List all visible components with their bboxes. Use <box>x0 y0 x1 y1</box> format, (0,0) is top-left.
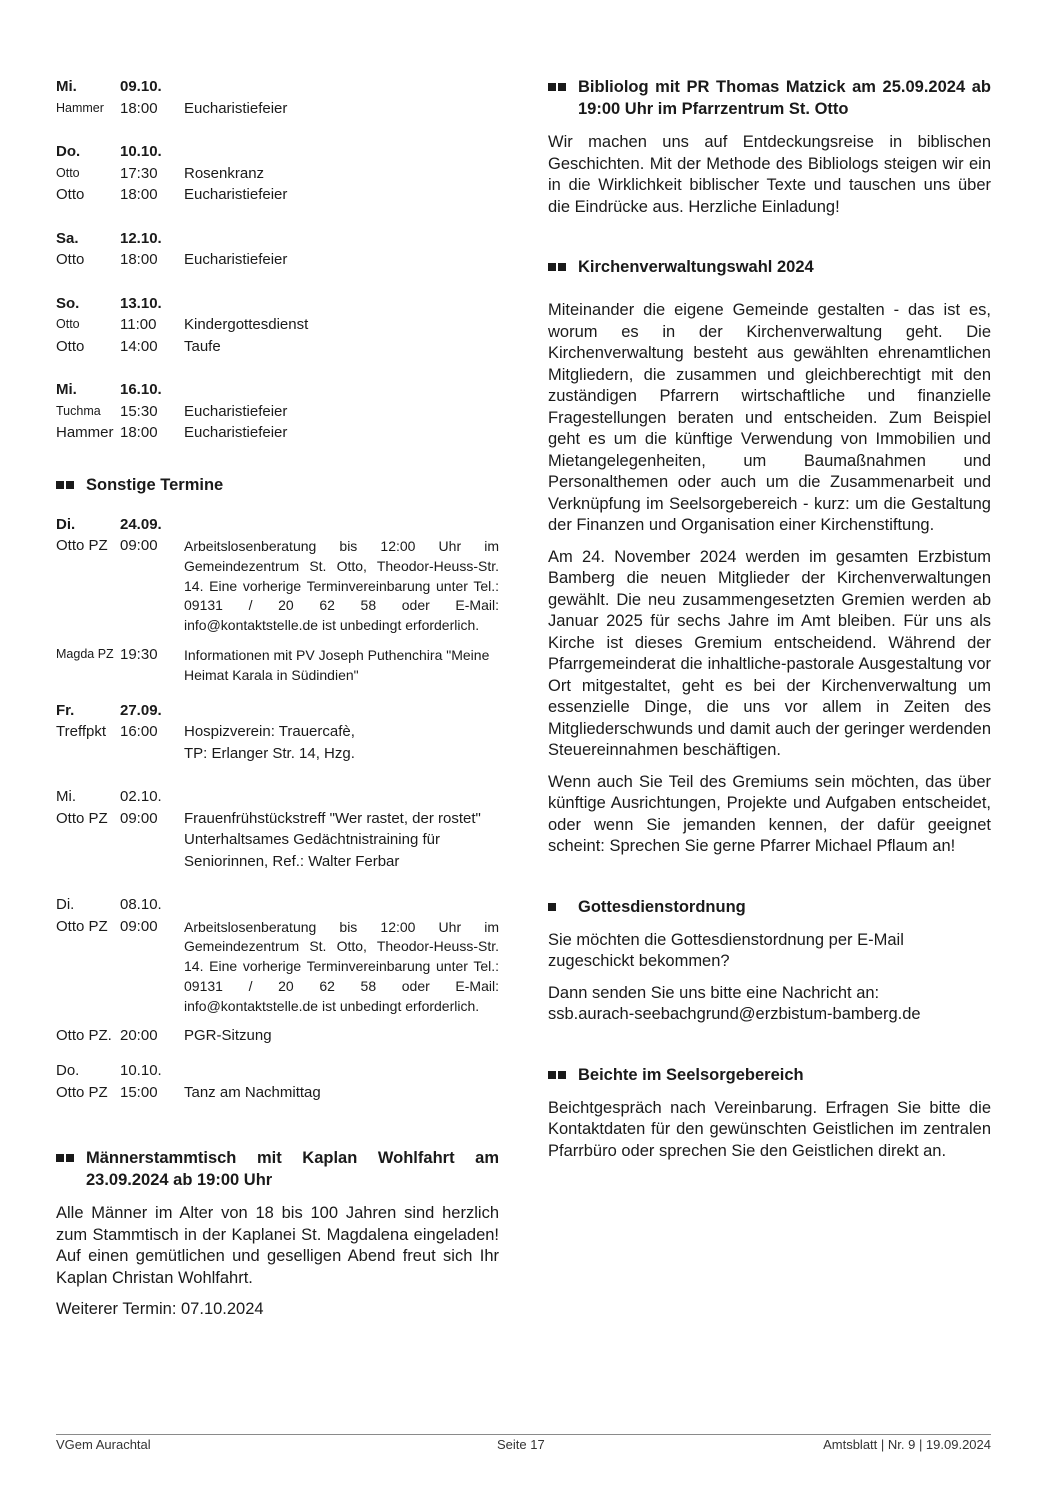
date-label: 09.10. <box>120 78 162 95</box>
time: 16:00 <box>120 723 158 741</box>
time: 17:30 <box>120 164 158 182</box>
location: Otto <box>56 186 85 203</box>
time: 18:00 <box>120 251 158 268</box>
section-heading <box>548 896 991 918</box>
event: Eucharistiefeier <box>184 251 288 268</box>
date-label: 08.10. <box>120 896 162 914</box>
event: Taufe <box>184 337 221 355</box>
day-label: Di. <box>56 515 76 533</box>
schedule-day <box>56 141 499 206</box>
date-label: 10.10. <box>120 1062 162 1080</box>
paragraph: Miteinander die eigene Gemeinde gestalten - das ist es, worum es in der Kirchenverwaltung geht. Die Kirchenverwaltung besteht aus gewählten ehrenamtlichen Mitgliedern, die zusammen und gleichberechtigt mit den zuständigen Pfarrern wirtschaftliche und finanzielle Fragestellungen beraten und entscheiden. Zum Beispiel geht es um die künftige Verwendung von Immobilien und Mietangelegenheiten, um Baumaßnahmen und Personalthemen oder auch um die Zusammenarbeit und Verknüpfung im Seelsorgebereich - kurz: um die Gestaltung der Finanzen und Organisation einer Kirchenstiftung. <box>548 301 991 534</box>
schedule-day <box>56 1060 499 1103</box>
time: 09:00 <box>120 809 158 827</box>
day-label: So. <box>56 294 80 312</box>
event: Hospizverein: Trauercafè, <box>184 723 355 741</box>
date-label: 16.10. <box>120 381 162 398</box>
date-label: 02.10. <box>120 788 162 806</box>
event: Frauenfrühstückstreff "Wer rastet, der rostet" <box>184 809 481 827</box>
schedule-day <box>56 894 499 1046</box>
date-label: 12.10. <box>120 229 162 247</box>
footer-publisher: VGem Aurachtal <box>56 1437 151 1452</box>
schedule-day <box>56 379 499 444</box>
location: Tuchma <box>56 403 101 418</box>
time: 18:00 <box>120 99 158 117</box>
event: PGR-Sitzung <box>184 1026 272 1044</box>
location: Otto PZ <box>56 917 108 935</box>
day-label: Do. <box>56 143 81 160</box>
location: Hammer <box>56 100 104 115</box>
schedule-day <box>56 293 499 358</box>
footer-issue: Amtsblatt | Nr. 9 | 19.09.2024 <box>823 1437 991 1452</box>
schedule-day <box>56 514 499 686</box>
time: 09:00 <box>120 537 158 554</box>
day-label: Mi. <box>56 381 77 398</box>
section-title: Gottesdienstordnung <box>578 897 746 916</box>
time: 14:00 <box>120 337 158 355</box>
event-detail: Seniorinnen, Ref.: Walter Ferbar <box>184 852 400 870</box>
day-label: Fr. <box>56 701 75 719</box>
day-label: Do. <box>56 1062 80 1080</box>
time: 19:30 <box>120 645 158 663</box>
date-label: 27.09. <box>120 701 162 719</box>
location: Otto PZ <box>56 537 108 554</box>
section-heading <box>548 76 991 120</box>
day-label: Mi. <box>56 78 77 95</box>
paragraph: Weiterer Termin: 07.10.2024 <box>56 1300 264 1319</box>
location: Otto PZ. <box>56 1026 112 1044</box>
bullet-squares-icon <box>548 1064 578 1079</box>
time: 11:00 <box>120 316 157 333</box>
event: Rosenkranz <box>184 164 265 182</box>
day-label: Sa. <box>56 229 79 247</box>
section-title: Beichte im Seelsorgebereich <box>578 1065 804 1084</box>
time: 15:30 <box>120 402 158 420</box>
location: Otto <box>56 337 85 355</box>
left-column <box>56 76 499 1331</box>
location: Otto PZ <box>56 809 108 827</box>
event: Eucharistiefeier <box>184 424 288 441</box>
page-number: Seite 17 <box>497 1437 545 1452</box>
paragraph: Sie möchten die Gottesdienstordnung per E-Mail zugeschickt bekommen? <box>548 930 904 970</box>
location: Hammer <box>56 424 114 441</box>
time: 15:00 <box>120 1083 158 1101</box>
email-address: ssb.aurach-seebachgrund@erzbistum-bamberg.de <box>548 1005 921 1023</box>
date-label: 24.09. <box>120 515 162 533</box>
event: Kindergottesdienst <box>184 316 309 333</box>
section-title: Sonstige Termine <box>86 475 224 494</box>
paragraph: Wenn auch Sie Teil des Gremiums sein möchten, das über künftige Ausrichtungen, Projekte und Aufgaben entscheidet, oder wenn Sie jemanden kennen, der dafür geeignet scheint: Sprechen Sie gerne Pfarrer Michael Pflaum an! <box>548 772 991 855</box>
footer-divider <box>56 1434 991 1435</box>
paragraph: Beichtgespräch nach Vereinbarung. Erfragen Sie bitte die Kontaktdaten für den gewünschten Geistlichen im zentralen Pfarrbüro oder sprechen Sie den Geistlichen direkt an. <box>548 1098 991 1160</box>
schedule-day <box>56 228 499 271</box>
schedule-day <box>56 786 499 872</box>
location: Otto <box>56 165 80 180</box>
section-title: Bibliolog mit PR Thomas Matzick am 25.09.2024 ab 19:00 Uhr im Pfarrzentrum St. Otto <box>578 78 991 118</box>
event-detail: Unterhaltsames Gedächtnistraining für <box>184 831 440 849</box>
time: 18:00 <box>120 186 158 203</box>
bullet-squares-icon <box>56 1147 86 1162</box>
section-heading <box>56 1147 499 1191</box>
paragraph: Dann senden Sie uns bitte eine Nachricht an: <box>548 983 880 1002</box>
event-description: Arbeitslosenberatung bis 12:00 Uhr im Gemeindezentrum St. Otto, Theodor-Heuss-Str. 14. Eine vorherige Terminvereinbarung unter Tel.: 09131 / 20 62 58 oder E-Mail: info@kontaktstelle.de ist unbedingt erforderlich. <box>184 538 499 634</box>
section-heading <box>548 256 991 278</box>
day-label: Di. <box>56 896 75 914</box>
location: Otto <box>56 251 85 268</box>
event-description: Arbeitslosenberatung bis 12:00 Uhr im Gemeindezentrum St. Otto, Theodor-Heuss-Str. 14. Eine vorherige Terminvereinbarung unter Tel.: 09131 / 20 62 58 oder E-Mail: info@kontaktstelle.de ist unbedingt erforderlich. <box>184 918 499 1014</box>
bullet-squares-icon <box>56 474 86 489</box>
event: Tanz am Nachmittag <box>184 1083 321 1101</box>
day-label: Mi. <box>56 788 76 806</box>
location: Otto PZ <box>56 1083 108 1101</box>
date-label: 13.10. <box>120 294 162 312</box>
time: 09:00 <box>120 917 158 935</box>
section-heading <box>548 1064 991 1086</box>
event: Eucharistiefeier <box>184 99 288 117</box>
bullet-squares-icon <box>548 256 578 271</box>
section-heading <box>56 474 499 496</box>
time: 18:00 <box>120 424 158 441</box>
section-title: Männerstammtisch mit Kaplan Wohlfahrt am 23.09.2024 ab 19:00 Uhr <box>86 1149 499 1190</box>
event: Eucharistiefeier <box>184 402 288 420</box>
paragraph: Alle Männer im Alter von 18 bis 100 Jahren sind herzlich zum Stammtisch in der Kaplanei St. Magdalena eingeladen! Auf einen gemütlichen und geselligen Abend freut sich Ihr Kaplan Christan Wohlfahrt. <box>56 1204 499 1287</box>
paragraph: Wir machen uns auf Entdeckungsreise in biblischen Geschichten. Mit der Methode des Bibliologs steigen wir ein in die Wirklichkeit biblischer Texte und tauschen uns über die Eindrücke aus. Herzliche Einladung! <box>548 133 991 216</box>
location: Otto <box>56 317 80 331</box>
paragraph: Am 24. November 2024 werden im gesamten Erzbistum Bamberg die neuen Mitglieder der Kirchenverwaltungen gewählt. Die neu zusammengesetzten Gremien werden ab Januar 2025 für sechs Jahre im Amt bleiben. Für uns als Kirche ist dieses Gremium entscheidend. Während der Pfarrgemeinderat die inhaltliche-pastorale Ausgestaltung vor Ort mitgestaltet, geht es bei der Kirchenverwaltung um essenzielle Dinge, die uns vor allem in Zeiten des Mitgliederschwunds und damit auch der geringer werdenden Steuereinnahmen beschäftigen. <box>548 547 991 759</box>
schedule-day <box>56 76 499 119</box>
schedule-day <box>56 700 499 765</box>
location: Magda PZ <box>56 646 114 661</box>
time: 20:00 <box>120 1026 158 1044</box>
bullet-square-icon <box>548 896 578 911</box>
bullet-squares-icon <box>548 76 578 91</box>
right-column <box>548 76 991 1172</box>
event-detail: TP: Erlanger Str. 14, Hzg. <box>184 744 355 762</box>
section-title: Kirchenverwaltungswahl 2024 <box>578 258 814 276</box>
event-description: Informationen mit PV Joseph Puthenchira "Meine Heimat Karala in Südindien" <box>184 646 490 683</box>
event: Eucharistiefeier <box>184 186 288 203</box>
location: Treffpkt <box>56 723 107 741</box>
date-label: 10.10. <box>120 143 162 160</box>
